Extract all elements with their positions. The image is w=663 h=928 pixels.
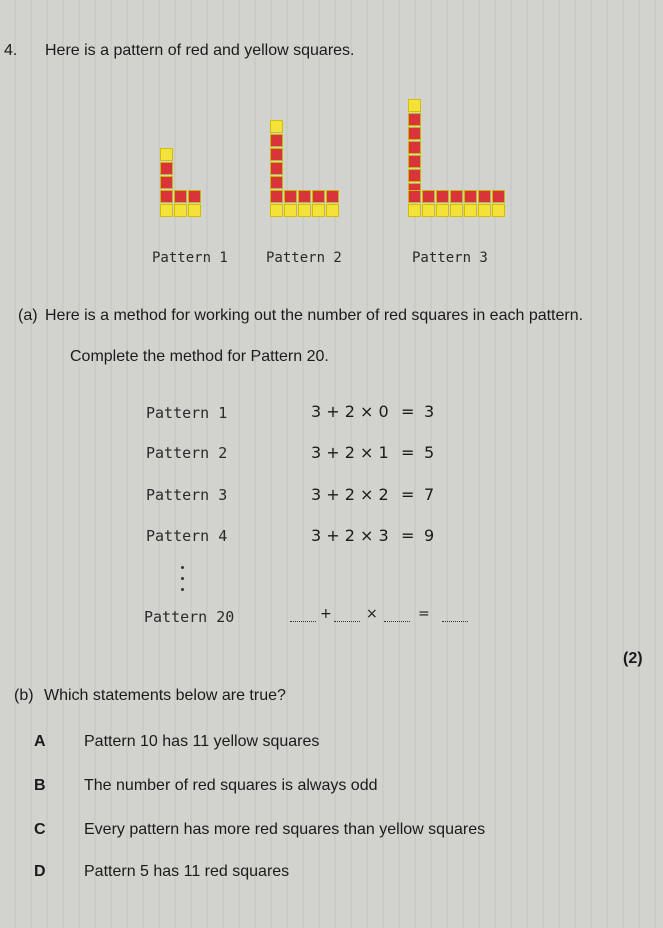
- method-row-expression: 3 + 2 × 1: [311, 443, 389, 462]
- method-row-equals: =: [401, 485, 415, 504]
- method-row-result: 9: [424, 526, 435, 545]
- method-row-equals: =: [401, 402, 415, 421]
- statement-text: Pattern 5 has 11 red squares: [84, 863, 290, 880]
- statement-letter: B: [34, 777, 46, 794]
- answer-blank-2[interactable]: [334, 607, 360, 627]
- statement-text: Every pattern has more red squares than yellow squares: [84, 821, 486, 838]
- part-b-text: Which statements below are true?: [44, 687, 286, 704]
- method-row-expression: 3 + 2 × 2: [311, 485, 389, 504]
- answer-blank-3[interactable]: [384, 607, 410, 627]
- statement-letter: D: [34, 863, 46, 880]
- method-row-equals: =: [401, 526, 415, 545]
- method-row-name: Pattern 1: [146, 404, 228, 422]
- method-row-equals: =: [401, 443, 415, 462]
- statement-text: Pattern 10 has 11 yellow squares: [84, 733, 320, 750]
- method-row-result: 5: [424, 443, 435, 462]
- method-row-result: 7: [424, 485, 435, 504]
- marks-indicator: (2): [623, 650, 643, 667]
- pattern-1-label: Pattern 1: [152, 250, 228, 266]
- part-a-label: (a): [18, 307, 38, 324]
- answer-blank-4[interactable]: [442, 607, 468, 627]
- question-text: Here is a pattern of red and yellow squares.: [45, 42, 355, 59]
- statement-letter: C: [34, 821, 46, 838]
- part-a-text: Here is a method for working out the number of red squares in each pattern.: [45, 307, 584, 324]
- pattern-3-label: Pattern 3: [412, 250, 488, 266]
- answer-blank-1[interactable]: [290, 607, 316, 627]
- part-b-label: (b): [14, 687, 34, 704]
- statement-text: The number of red squares is always odd: [84, 777, 378, 794]
- question-number: 4.: [4, 42, 18, 59]
- method-row-name: Pattern 3: [146, 486, 228, 504]
- method-row-expression: 3 + 2 × 3: [311, 526, 389, 545]
- method-row-expression: 3 + 2 × 0: [311, 402, 389, 421]
- part-a-instruction: Complete the method for Pattern 20.: [70, 348, 329, 365]
- pattern-20-label: Pattern 20: [144, 608, 235, 626]
- pattern-2-label: Pattern 2: [266, 250, 342, 266]
- method-row-name: Pattern 4: [146, 527, 228, 545]
- plus-sign: +: [320, 606, 332, 622]
- times-sign: ×: [366, 606, 378, 622]
- method-row-result: 3: [424, 402, 435, 421]
- method-row-name: Pattern 2: [146, 444, 228, 462]
- statement-letter: A: [34, 733, 46, 750]
- equals-sign: =: [418, 606, 430, 622]
